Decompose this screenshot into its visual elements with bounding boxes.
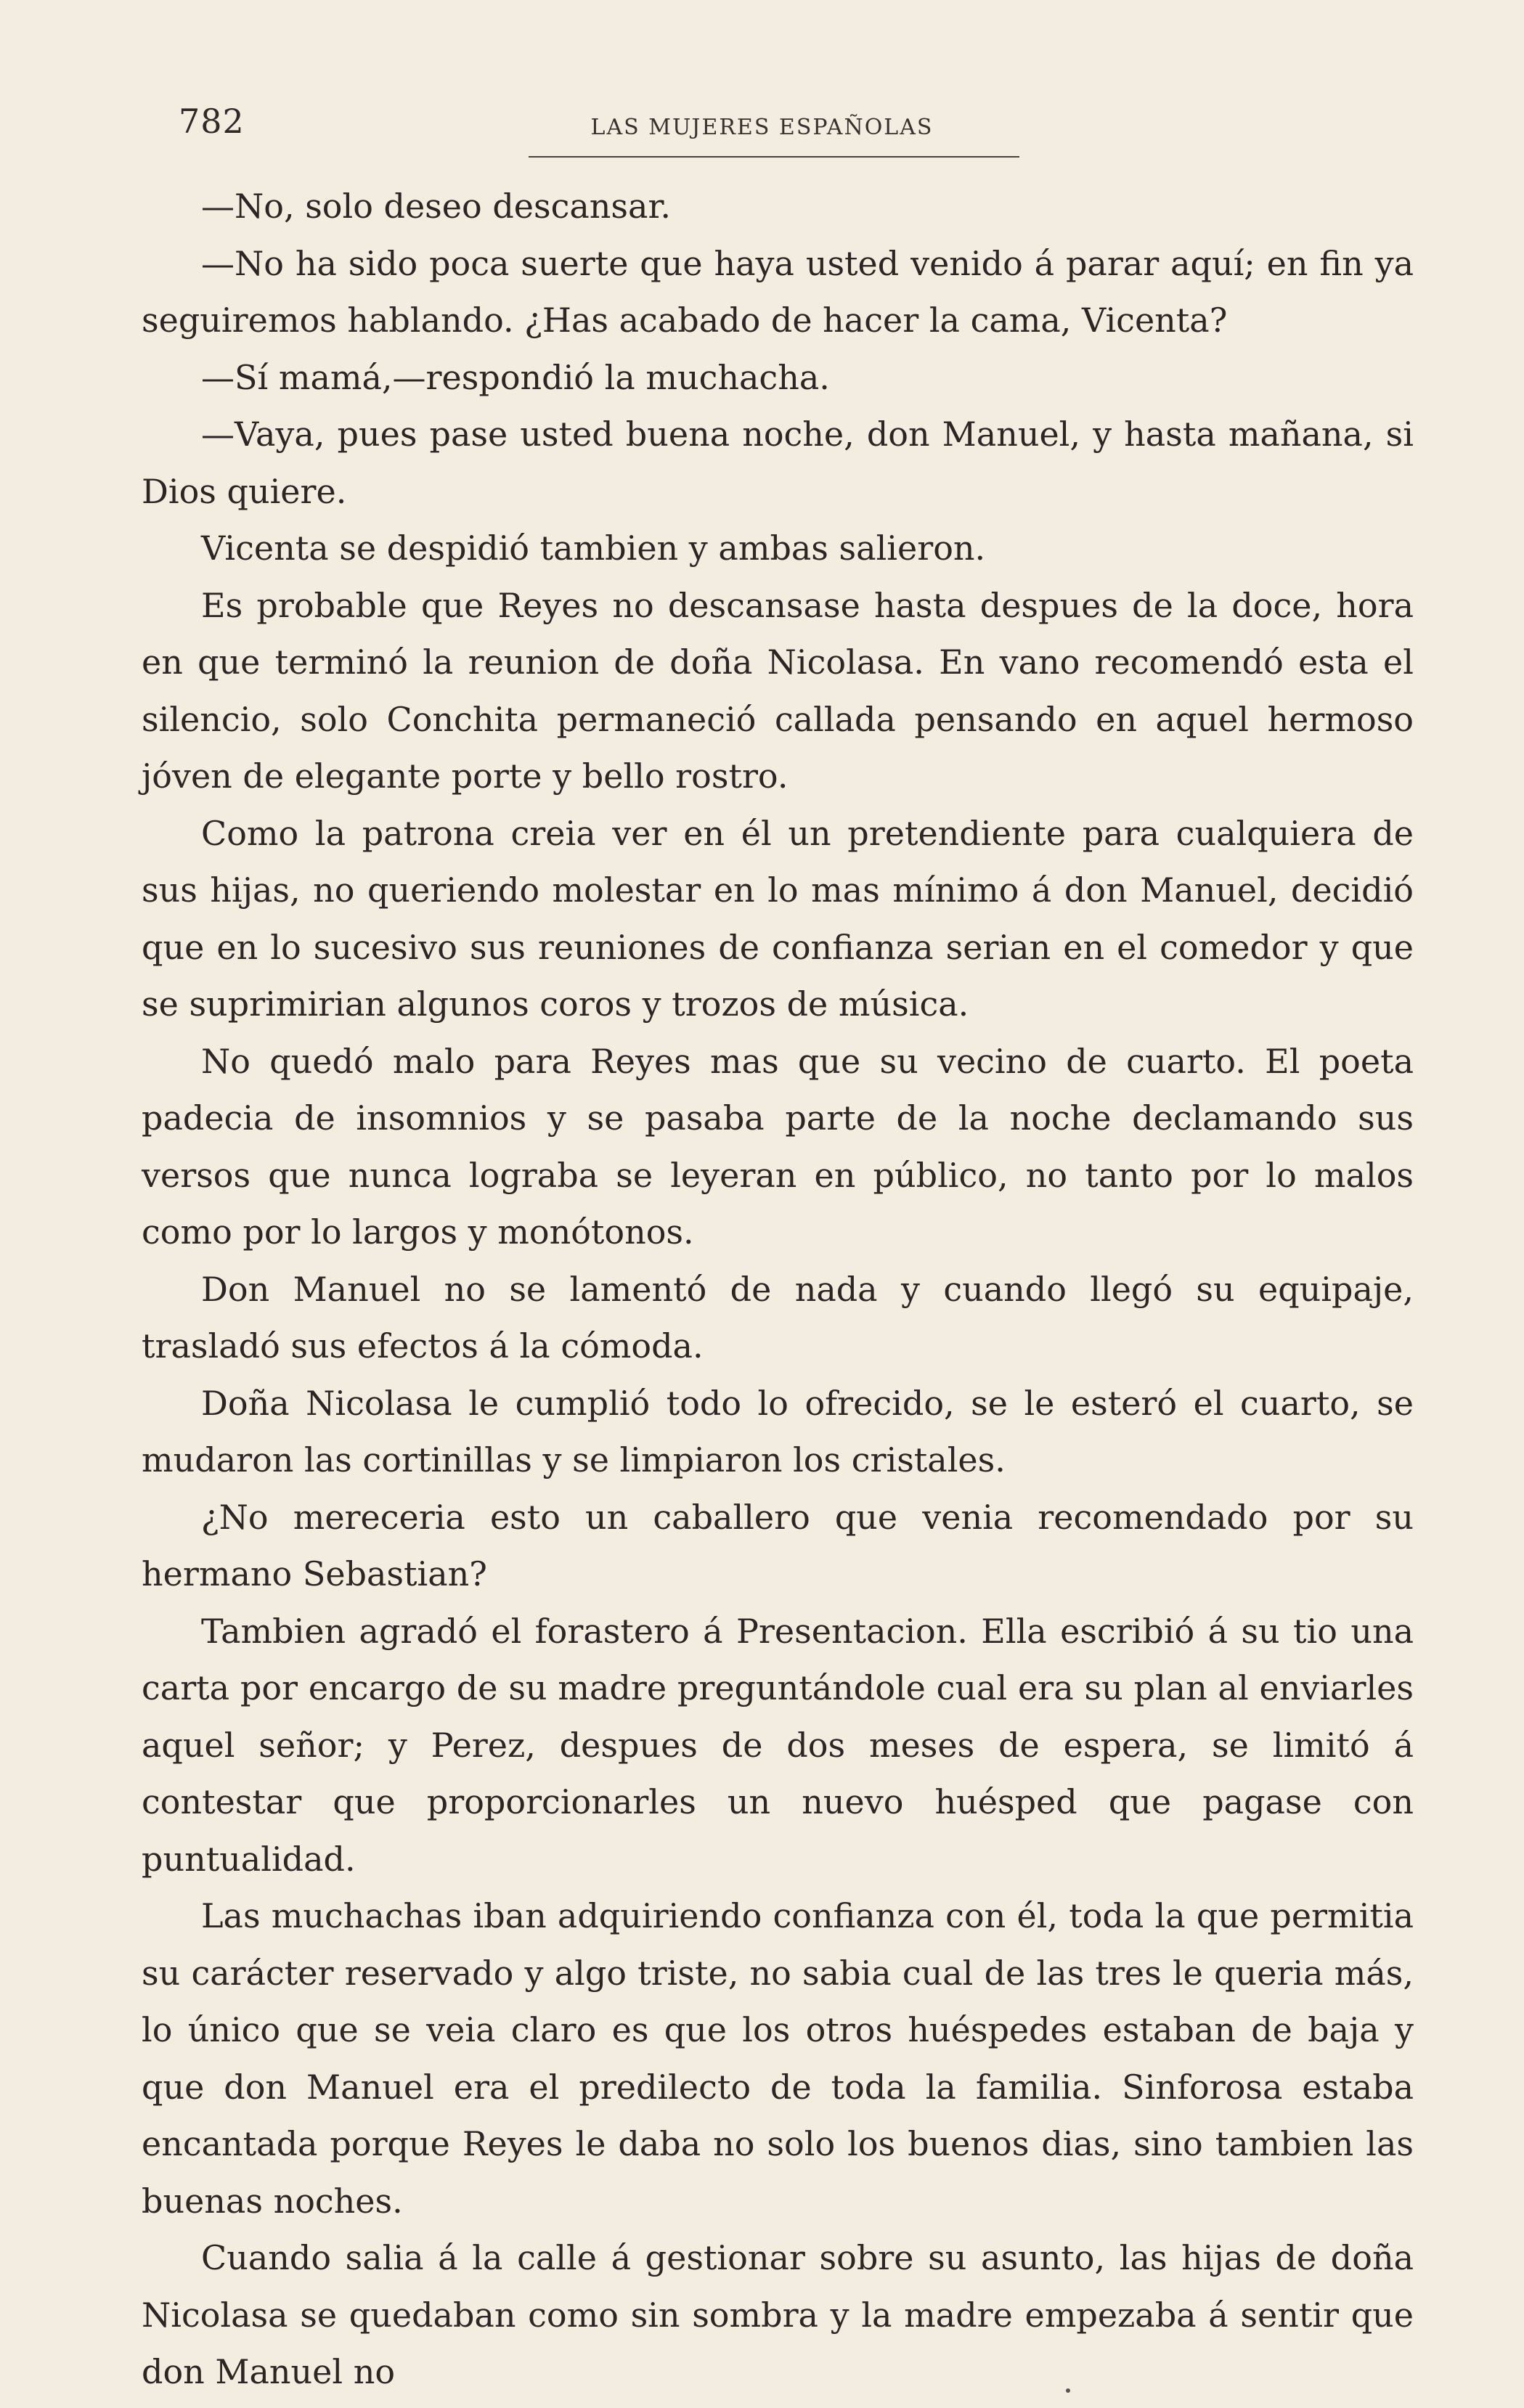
paragraph: No quedó malo para Reyes mas que su vecino de cuarto. El poeta padecia de insomnios y se pasaba parte de la noche declamando sus versos que nunca lograba se leyeran en público, no tanto por lo malos como por lo largos y monótonos. [142,1041,1414,1252]
header-rule [529,156,1019,158]
paragraph: —No, solo deseo descansar. [201,187,672,226]
paragraph: ¿No mereceria esto un caballero que venia recomendado por su hermano Sebastian? [142,1497,1414,1593]
ink-speck [1066,2388,1070,2393]
paragraph: Es probable que Reyes no descansase hasta despues de la doce, hora en que terminó la reunion de doña Nicolasa. En vano recomendó esta el silencio, solo Conchita permaneció callada pensando en aquel hermoso jóven de elegante porte y bello rostro. [142,585,1414,796]
paragraph: Como la patrona creia ver en él un pretendiente para cualquiera de sus hijas, no queriendo molestar en lo mas mínimo á don Manuel, decidió que en lo sucesivo sus reuniones de confianza serian en el comedor y que se suprimirian algunos coros y trozos de música. [142,813,1414,1024]
paragraph: Don Manuel no se lamentó de nada y cuando llegó su equipaje, trasladó sus efectos á la cómoda. [142,1269,1414,1366]
paragraph: Cuando salia á la calle á gestionar sobre su asunto, las hijas de doña Nicolasa se quedaban como sin sombra y la madre empezaba á sentir que don Manuel no [142,2238,1414,2391]
paragraph: —Vaya, pues pase usted buena noche, don Manuel, y hasta mañana, si Dios quiere. [142,415,1414,511]
paragraph: Doña Nicolasa le cumplió todo lo ofrecido, se le esteró el cuarto, se mudaron las cortinillas y se limpiaron los cristales. [142,1383,1414,1480]
paragraph: Tambien agradó el forastero á Presentacion. Ella escribió á su tio una carta por encargo de su madre preguntándole cual era su plan al enviarles aquel señor; y Perez, despues de dos meses de espera, se limitó á contestar que proporcionarles un nuevo huésped que pagase con puntualidad. [142,1611,1414,1879]
page-number: 782 [179,102,245,141]
paragraph: —Sí mamá,—respondió la muchacha. [201,357,830,397]
paragraph: —No ha sido poca suerte que haya usted venido á parar aquí; en fin ya seguiremos hablando. ¿Has acabado de hacer la cama, Vicenta? [142,243,1414,340]
body-text [142,178,1414,2401]
running-head: LAS MUJERES ESPAÑOLAS [590,115,934,140]
paragraph: Las muchachas iban adquiriendo confianza con él, toda la que permitia su carácter reservado y algo triste, no sabia cual de las tres le queria más, lo único que se veia claro es que los otros huéspedes estaban de baja y que don Manuel era el predilecto de toda la familia. Sinforosa estaba encantada porque Reyes le daba no solo los buenos dias, sino tambien las buenas noches. [142,1896,1414,2221]
paragraph: Vicenta se despidió tambien y ambas salieron. [201,528,986,568]
